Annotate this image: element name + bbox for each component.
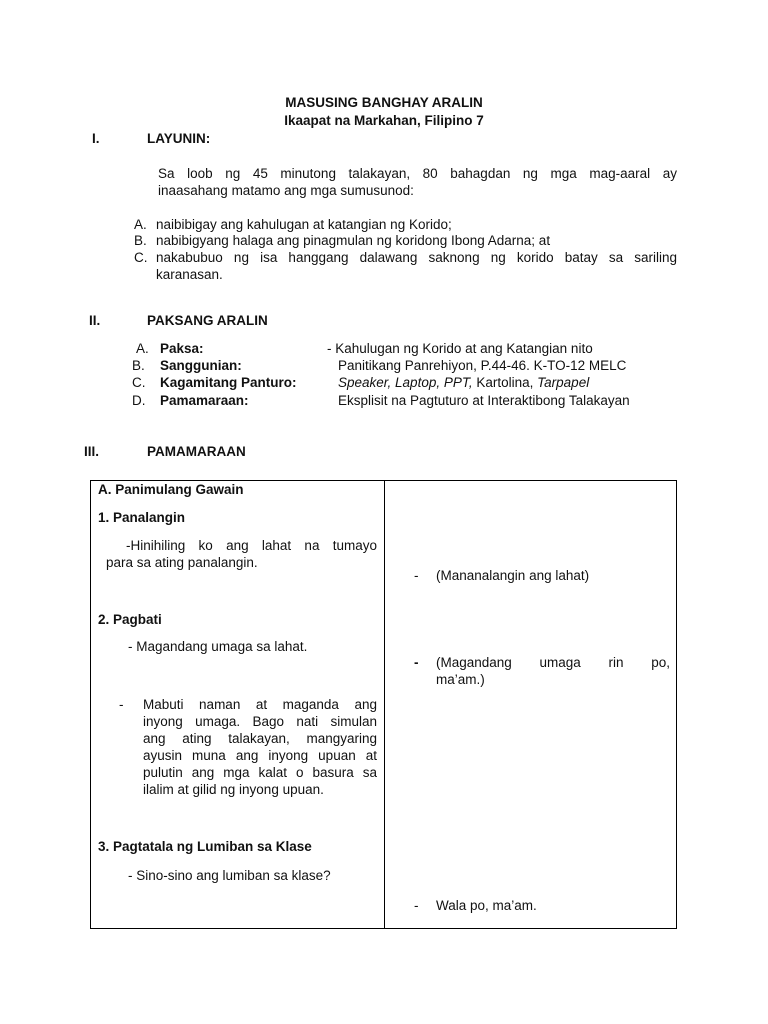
objective-a-text: naibibigay ang kahulugan at katangian ng Korido; <box>156 217 452 232</box>
pagbati-teacher2-line: ang ating talakayan, mangyaring <box>143 731 377 746</box>
pagbati-student-line2: ma’am.) <box>436 672 485 687</box>
document-title: MASUSING BANGHAY ARALIN <box>285 95 483 110</box>
layunin-intro-line2: inaasahang matamo ang mga sumusunod: <box>158 183 414 198</box>
pagbati-title: 2. Pagbati <box>98 612 162 627</box>
sanggunian-letter: B. <box>132 358 145 373</box>
objective-b-letter: B. <box>134 233 147 248</box>
table-column-divider <box>384 480 385 929</box>
panalangin-title: 1. Panalangin <box>98 510 186 525</box>
lumiban-title: 3. Pagtatala ng Lumiban sa Klase <box>98 839 312 854</box>
kagamitan-value-italic-1: Speaker, Laptop, PPT, <box>338 375 473 390</box>
pagbati-teacher2-line: Mabuti naman at maganda ang <box>143 697 377 712</box>
document-subtitle: Ikaapat na Markahan, Filipino 7 <box>284 113 484 128</box>
objective-b-text: nabibigyang halaga ang pinagmulan ng koridong Ibong Adarna; at <box>156 233 551 248</box>
pagbati-student-word: po, <box>651 655 670 670</box>
kagamitan-value-italic-2: Tarpapel <box>537 375 590 390</box>
pagbati-teacher2-line: pulutin ang mga kalat o basura sa <box>143 765 377 780</box>
pamamaraan-value: Eksplisit na Pagtuturo at Interaktibong Talakayan <box>338 393 630 408</box>
section-2-title: PAKSANG ARALIN <box>147 313 268 328</box>
pagbati-teacher: - Magandang umaga sa lahat. <box>128 639 308 654</box>
objective-a-letter: A. <box>134 217 147 232</box>
section-1-number: I. <box>92 131 100 146</box>
lumiban-student-dash: - <box>414 898 419 913</box>
kagamitan-label: Kagamitang Panturo: <box>160 375 297 390</box>
panalangin-teacher-line2: para sa ating panalangin. <box>106 555 258 570</box>
objective-c-text-line1: nakabubuo ng isa hanggang dalawang saknong ng korido batay sa sariling <box>156 250 677 265</box>
section-1-title: LAYUNIN: <box>147 131 211 146</box>
objective-c-letter: C. <box>134 250 148 265</box>
pagbati-student-word: umaga <box>539 655 581 670</box>
pagbati-student-word: rin <box>608 655 624 670</box>
panalangin-student: (Mananalangin ang lahat) <box>436 568 590 583</box>
lumiban-student: Wala po, ma’am. <box>436 898 537 913</box>
panalangin-student-dash: - <box>414 568 419 583</box>
sanggunian-label: Sanggunian: <box>160 358 242 373</box>
paksa-label: Paksa: <box>160 341 204 356</box>
pagbati-student-word: (Magandang <box>436 655 512 670</box>
pagbati-teacher2-line: ilalim at gilid ng inyong upuan. <box>143 782 324 797</box>
pagbati-student-line1 <box>436 654 670 671</box>
pagbati-teacher2-dash: - <box>119 697 124 712</box>
kagamitan-value-normal: Kartolina, <box>472 375 538 390</box>
paksa-value: - Kahulugan ng Korido at ang Katangian nito <box>327 341 593 356</box>
pamamaraan-label: Pamamaraan: <box>160 393 249 408</box>
pamamaraan-letter: D. <box>132 393 146 408</box>
section-2-number: II. <box>89 313 101 328</box>
objective-c-text-line2: karanasan. <box>156 267 223 282</box>
kagamitan-value <box>338 374 589 391</box>
pagbati-teacher2-line: inyong umaga. Bago nati simulan <box>143 714 377 729</box>
sanggunian-value: Panitikang Panrehiyon, P.44-46. K-TO-12 MELC <box>338 358 627 373</box>
lumiban-teacher: - Sino-sino ang lumiban sa klase? <box>128 868 331 883</box>
kagamitan-letter: C. <box>132 375 146 390</box>
panalangin-teacher-line1: -Hinihiling ko ang lahat na tumayo <box>126 538 377 553</box>
section-3-number: III. <box>84 444 100 459</box>
pagbati-teacher2-line: ayusin muna ang inyong upuan at <box>143 748 377 763</box>
pagbati-student-dash: - <box>414 655 419 670</box>
paksa-letter: A. <box>136 341 149 356</box>
table-heading: A. Panimulang Gawain <box>98 482 244 497</box>
layunin-intro-line1: Sa loob ng 45 minutong talakayan, 80 bahagdan ng mga mag-aaral ay <box>158 166 677 181</box>
section-3-title: PAMAMARAAN <box>147 444 246 459</box>
